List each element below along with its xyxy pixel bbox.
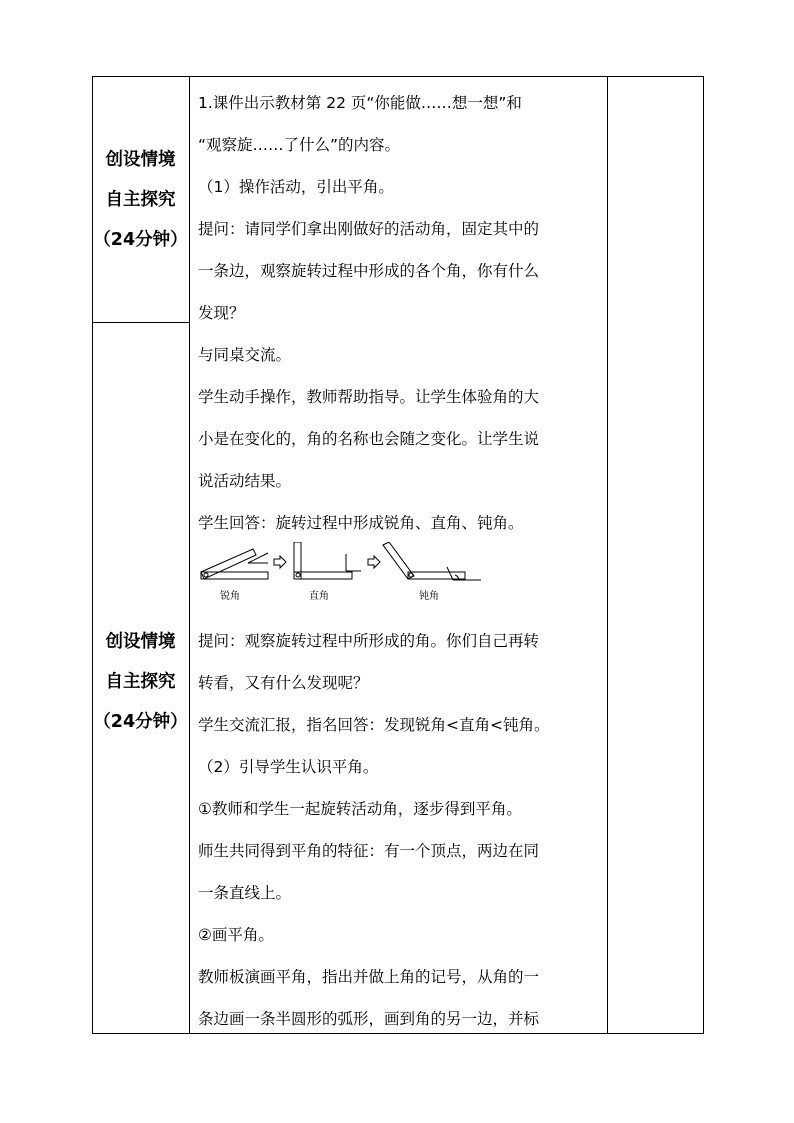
obtuse-angle-strips: [383, 542, 465, 579]
content-line: ①教师和学生一起旋转活动角，逐步得到平角。: [198, 800, 522, 818]
acute-angle-label: 锐角: [220, 591, 240, 602]
acute-angle-symbol: [248, 553, 268, 563]
stage-duration-line: （24分钟）: [93, 712, 188, 732]
content-line: 学生动手操作，教师帮助指导。让学生体验角的大: [198, 388, 540, 406]
stage-subtitle-line: 自主探究: [105, 672, 176, 692]
stage-subtitle-line: 自主探究: [105, 190, 176, 210]
activity-content-cell: [198, 82, 610, 1040]
stage-title-line: 创设情境: [105, 150, 176, 170]
content-line: 提问：观察旋转过程中所形成的角。你们自己再转: [198, 632, 540, 650]
table-right-border: [703, 76, 704, 1034]
stage-cell-1: [92, 140, 189, 260]
content-line: 提问：请同学们拿出刚做好的活动角，固定其中的: [198, 220, 540, 238]
content-line: 学生回答：旋转过程中形成锐角、直角、钝角。: [198, 514, 524, 532]
notes-cell: [608, 77, 703, 1033]
content-line: 一条边，观察旋转过程中形成的各个角，你有什么: [198, 262, 540, 280]
content-line: 转看，又有什么发现呢？: [198, 674, 369, 692]
content-line: 说活动结果。: [198, 472, 292, 490]
content-line: ②画平角。: [198, 926, 274, 944]
content-line: 小是在变化的，角的名称也会随之变化。让学生说: [198, 430, 540, 448]
content-line: 一条直线上。: [198, 884, 292, 902]
content-line: “观察旋……了什么”的内容。: [198, 136, 401, 154]
content-line: 条边画一条半圆形的弧形，画到角的另一边，并标: [198, 1010, 540, 1028]
content-line: （2）引导学生认识平角。: [198, 758, 379, 776]
arrow-icon: [274, 556, 286, 568]
stage-duration-line: （24分钟）: [93, 230, 188, 250]
lesson-plan-table: [92, 76, 704, 1033]
stage-cell-divider: [92, 322, 189, 323]
right-angle-label: 直角: [309, 591, 329, 602]
angle-rotation-figure: [198, 542, 608, 620]
arrow-icon: [368, 556, 380, 568]
acute-angle-strips: [201, 549, 268, 579]
content-line: 学生交流汇报，指名回答：发现锐角<直角<钝角。: [198, 716, 550, 734]
content-line: 发现？: [198, 304, 245, 322]
content-line: 1.课件出示教材第 22 页“你能做……想一想”和: [198, 94, 522, 112]
obtuse-angle-symbol: [447, 567, 481, 580]
right-angle-strips: [294, 542, 352, 579]
content-line: 与同桌交流。: [198, 346, 292, 364]
obtuse-angle-label: 钝角: [419, 591, 439, 602]
right-angle-symbol: [346, 554, 361, 571]
content-line: （1）操作活动，引出平角。: [198, 178, 394, 196]
angle-rotation-diagram: [198, 542, 608, 620]
content-line: 教师板演画平角，指出并做上角的记号，从角的一: [198, 968, 540, 986]
stage-title-line: 创设情境: [105, 632, 176, 652]
stage-cell-2: [92, 622, 189, 742]
content-line: 师生共同得到平角的特征：有一个顶点，两边在同: [198, 842, 540, 860]
column-divider-1: [189, 76, 190, 1034]
